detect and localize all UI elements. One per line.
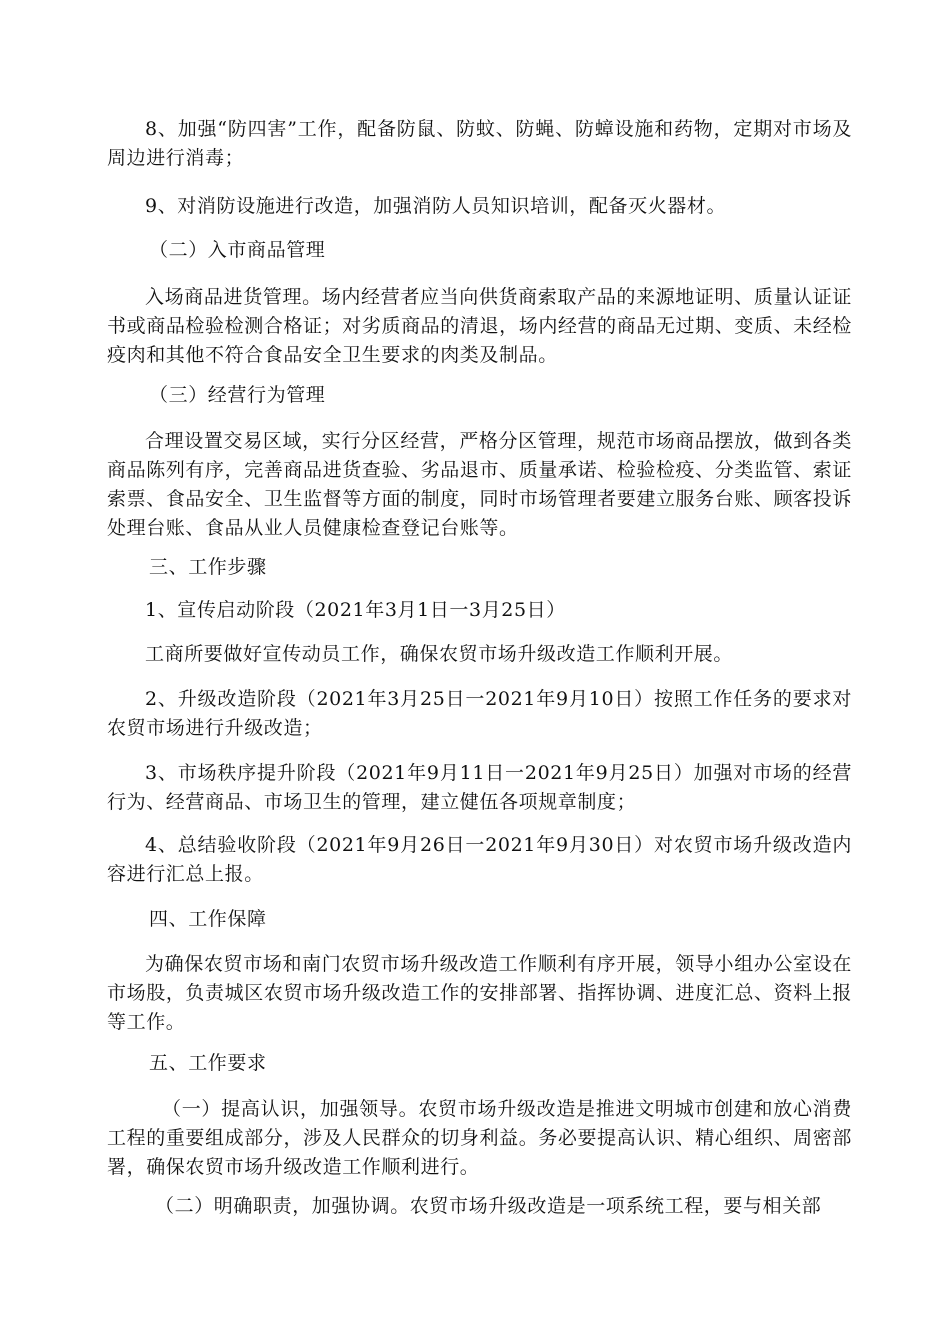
paragraph-step-3: 3、市场秩序提升阶段（2021年9月11日一2021年9月25日）加强对市场的经营行为、经营商品、市场卫生的管理，建立健伍各项规章制度； bbox=[107, 762, 852, 813]
paragraph-requirement-2: （二）明确职责，加强协调。农贸市场升级改造是一项系统工程，要与相关部 bbox=[155, 1195, 822, 1217]
paragraph-step-4: 4、总结验收阶段（2021年9月26日一2021年9月30日）对农贸市场升级改造内容进行汇总上报。 bbox=[107, 834, 852, 885]
section-heading-commodity-management: （二）入市商品管理 bbox=[149, 239, 326, 261]
paragraph-guarantee: 为确保农贸市场和南门农贸市场升级改造工作顺利有序开展，领导小组办公室设在市场股，负责城区农贸市场升级改造工作的安排部署、指挥协调、进度汇总、资料上报等工作。 bbox=[107, 953, 852, 1033]
paragraph-commodity-purchase: 入场商品进货管理。场内经营者应当向供货商索取产品的来源地证明、质量认证证书或商品检验检测合格证；对劣质商品的清退，场内经营的商品无过期、变质、未经检疫肉和其他不符合食品安全卫生要求的肉类及制品。 bbox=[107, 286, 852, 366]
paragraph-step-2: 2、升级改造阶段（2021年3月25日一2021年9月10日）按照工作任务的要求对农贸市场进行升级改造； bbox=[107, 688, 852, 739]
paragraph-item-9: 9、对消防设施进行改造，加强消防人员知识培训，配备灭火器材。 bbox=[145, 195, 727, 217]
section-heading-business-conduct: （三）经营行为管理 bbox=[149, 384, 326, 406]
paragraph-trading-area: 合理设置交易区域，实行分区经营，严格分区管理，规范市场商品摆放，做到各类商品陈列有序，完善商品进货查验、劣品退市、质量承诺、检验检疫、分类监管、索证索票、食品安全、卫生监督等方面的制度，同时市场管理者要建立服务台账、顾客投诉处理台账、食品从业人员健康检查登记台账等。 bbox=[107, 430, 852, 539]
section-heading-work-guarantee: 四、工作保障 bbox=[149, 908, 267, 930]
paragraph-requirement-1: （一）提高认识，加强领导。农贸市场升级改造是推进文明城市创建和放心消费工程的重要组成部分，涉及人民群众的切身利益。务必要提高认识、精心组织、周密部署，确保农贸市场升级改造工作顺利进行。 bbox=[107, 1098, 852, 1178]
paragraph-item-8: 8、加强“防四害”工作，配备防鼠、防蚊、防蝇、防蟑设施和药物，定期对市场及周边进行消毒； bbox=[107, 118, 852, 169]
paragraph-publicity: 工商所要做好宣传动员工作，确保农贸市场升级改造工作顺利开展。 bbox=[145, 643, 734, 665]
section-heading-work-requirements: 五、工作要求 bbox=[149, 1052, 267, 1074]
section-heading-work-steps: 三、工作步骤 bbox=[149, 556, 267, 578]
paragraph-step-1: 1、宣传启动阶段（2021年3月1日一3月25日） bbox=[145, 599, 566, 621]
